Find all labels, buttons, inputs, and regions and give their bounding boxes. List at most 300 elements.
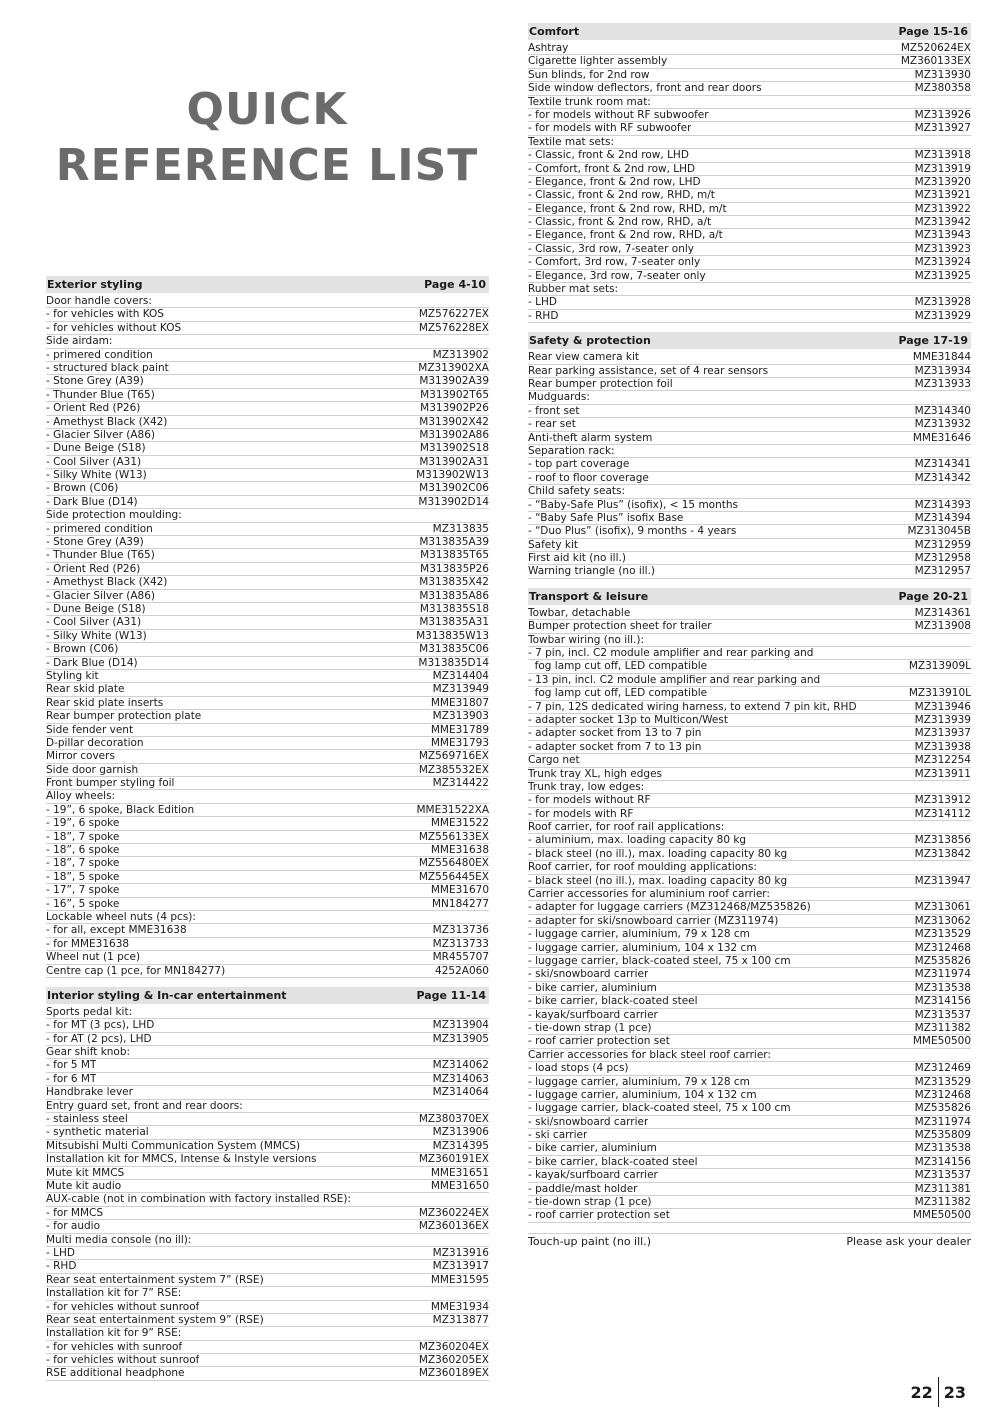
page-number-left: 22 <box>910 1382 933 1402</box>
section-pages: Page 17-19 <box>898 334 968 348</box>
list-item <box>46 1314 489 1327</box>
item-label: - for vehicles without sunroof <box>46 1300 200 1313</box>
item-part-number: MZ360191EX <box>418 1153 489 1166</box>
item-label: - Classic, front & 2nd row, RHD, m/t <box>528 189 715 202</box>
item-label: - ski/snowboard carrier <box>528 1115 649 1128</box>
item-part-number: MZ313929 <box>914 309 971 322</box>
list-item <box>46 737 489 750</box>
item-label: - “Baby Safe Plus” isofix Base <box>528 511 684 524</box>
section-transport-leisure <box>528 588 971 1223</box>
item-label: Side fender vent <box>46 723 134 736</box>
item-label: Child safety seats: <box>528 485 626 498</box>
item-label: - adapter for ski/snowboard carrier (MZ311974) <box>528 914 779 927</box>
item-label: Installation kit for 9” RSE: <box>46 1327 182 1340</box>
list-item <box>46 1153 489 1166</box>
list-item <box>528 647 971 660</box>
list-item <box>528 229 971 242</box>
item-label: - 7 pin, 12S dedicated wiring harness, to extend 7 pin kit, RHD <box>528 700 857 713</box>
list-item <box>528 1209 971 1222</box>
list-item <box>528 405 971 418</box>
item-part-number: M313835A31 <box>419 616 489 629</box>
item-label: - 13 pin, incl. C2 module amplifier and rear parking and <box>528 673 821 686</box>
item-label: - luggage carrier, aluminium, 104 x 132 cm <box>528 941 757 954</box>
item-label: - Amethyst Black (X42) <box>46 576 168 589</box>
item-part-number: MZ313877 <box>432 1313 489 1326</box>
item-part-number: MZ312254 <box>914 754 971 767</box>
item-label: - Classic, front & 2nd row, LHD <box>528 149 689 162</box>
list-item <box>46 657 489 670</box>
item-label: Door handle covers: <box>46 295 152 307</box>
footer-label: Touch-up paint (no ill.) <box>528 1234 651 1248</box>
list-item <box>528 1183 971 1196</box>
list-item <box>46 375 489 388</box>
list-item <box>528 525 971 538</box>
list-item <box>46 1126 489 1139</box>
section-header <box>46 987 489 1004</box>
section-pages: Page 20-21 <box>898 589 968 603</box>
item-part-number <box>483 1287 489 1299</box>
item-label: - top part coverage <box>528 458 630 471</box>
item-part-number: M313835D14 <box>418 656 489 669</box>
item-label: Rear bumper protection plate <box>46 710 202 723</box>
item-part-number: MZ314064 <box>432 1086 489 1099</box>
item-part-number: M313902S18 <box>419 442 489 455</box>
list-item <box>46 750 489 763</box>
list-item <box>528 1116 971 1129</box>
list-item <box>46 817 489 830</box>
item-part-number: MZ313930 <box>914 68 971 81</box>
item-label: - “Baby-Safe Plus” (isofix), < 15 months <box>528 498 738 511</box>
list-item <box>528 701 971 714</box>
list-item <box>46 402 489 415</box>
item-label: - Glacier Silver (A86) <box>46 589 155 602</box>
item-label: - rear set <box>528 418 576 431</box>
item-label: Side window deflectors, front and rear doors <box>528 82 762 95</box>
item-part-number <box>483 1046 489 1058</box>
list-item <box>528 821 971 834</box>
page-number-right: 23 <box>943 1382 966 1402</box>
item-part-number: MZ313537 <box>914 1169 971 1182</box>
item-label: Towbar wiring (no ill.): <box>528 633 645 646</box>
item-part-number: MZ313910L <box>908 687 971 700</box>
item-part-number: MZ314395 <box>432 1139 489 1152</box>
item-part-number: MZ313933 <box>914 377 971 390</box>
item-label: - ski carrier <box>528 1129 588 1142</box>
list-item <box>46 683 489 696</box>
list-item <box>528 296 971 309</box>
item-part-number: M313835A86 <box>419 589 489 602</box>
item-label: Rear parking assistance, set of 4 rear sensors <box>528 364 769 377</box>
list-item <box>528 861 971 874</box>
item-part-number: MZ313062 <box>914 914 971 927</box>
item-part-number: MZ535826 <box>914 1102 971 1115</box>
item-part-number: MZ314340 <box>914 404 971 417</box>
list-item <box>46 1046 489 1059</box>
list-item <box>528 1076 971 1089</box>
item-part-number: MN184277 <box>432 897 489 910</box>
item-label: Sun blinds, for 2nd row <box>528 68 650 81</box>
item-label: - black steel (no ill.), max. loading capacity 80 kg <box>528 847 788 860</box>
item-part-number: MZ313943 <box>914 229 971 242</box>
item-label: - Brown (C06) <box>46 482 119 495</box>
list-item <box>528 955 971 968</box>
item-label: Mute kit MMCS <box>46 1166 125 1179</box>
list-item <box>528 928 971 941</box>
item-part-number <box>483 1006 489 1018</box>
item-label: - 19”, 6 spoke, Black Edition <box>46 803 195 816</box>
list-item <box>528 55 971 68</box>
list-item <box>528 995 971 1008</box>
list-item <box>528 741 971 754</box>
item-part-number: MME31595 <box>430 1273 489 1286</box>
list-item <box>528 834 971 847</box>
list-item <box>528 149 971 162</box>
item-part-number <box>965 283 971 295</box>
item-part-number <box>965 888 971 900</box>
list-item <box>46 482 489 495</box>
item-label: - bike carrier, black-coated steel <box>528 1155 698 1168</box>
item-label: - load stops (4 pcs) <box>528 1062 629 1075</box>
section-interior-styling-in-car-entertainment <box>46 987 489 1381</box>
list-item <box>46 764 489 777</box>
list-item <box>46 857 489 870</box>
list-item <box>528 109 971 122</box>
list-item <box>46 1287 489 1300</box>
list-item <box>528 445 971 458</box>
item-part-number: MZ313921 <box>914 189 971 202</box>
item-label: Rear seat entertainment system 7” (RSE) <box>46 1273 264 1286</box>
item-part-number: MZ313911 <box>914 767 971 780</box>
item-part-number <box>965 445 971 457</box>
footer-value: Please ask your dealer <box>846 1234 971 1248</box>
item-part-number: MZ313918 <box>914 149 971 162</box>
item-label: - LHD <box>46 1246 75 1259</box>
item-label: - kayak/surfboard carrier <box>528 1008 658 1021</box>
list-item <box>46 523 489 536</box>
item-part-number: MZ535809 <box>914 1129 971 1142</box>
item-part-number: MZ576227EX <box>418 308 489 321</box>
title-line-2: REFERENCE LIST <box>55 140 479 191</box>
item-part-number: MZ313924 <box>914 256 971 269</box>
item-part-number: MZ385532EX <box>418 763 489 776</box>
item-label: - front set <box>528 404 580 417</box>
item-label: - RHD <box>528 309 559 322</box>
left-column <box>46 276 489 1390</box>
item-label: - Comfort, 3rd row, 7-seater only <box>528 256 701 269</box>
item-part-number: MZ313733 <box>432 937 489 950</box>
item-part-number: M313835C06 <box>419 643 489 656</box>
list-item <box>528 781 971 794</box>
list-item <box>528 1102 971 1115</box>
item-part-number: MME31522XA <box>416 803 489 816</box>
item-label: - synthetic material <box>46 1126 149 1139</box>
list-item <box>46 924 489 937</box>
item-label: - paddle/mast holder <box>528 1182 638 1195</box>
list-item <box>46 1260 489 1273</box>
item-part-number: MZ313842 <box>914 847 971 860</box>
list-item <box>46 1167 489 1180</box>
item-label: - Glacier Silver (A86) <box>46 428 155 441</box>
item-part-number: MME31522 <box>430 817 489 830</box>
item-part-number: MZ313934 <box>914 364 971 377</box>
item-part-number: M313835A39 <box>419 536 489 549</box>
list-item <box>528 1089 971 1102</box>
item-label: - adapter socket from 7 to 13 pin <box>528 740 702 753</box>
list-item <box>528 1049 971 1062</box>
item-part-number: M313835X42 <box>419 576 489 589</box>
list-item <box>528 512 971 525</box>
item-label: Trunk tray XL, high edges <box>528 767 663 780</box>
item-part-number: MZ313538 <box>914 981 971 994</box>
list-item <box>46 1274 489 1287</box>
item-label: Mute kit audio <box>46 1180 122 1192</box>
item-part-number: MZ556480EX <box>418 857 489 870</box>
section-pages: Page 11-14 <box>416 988 486 1002</box>
item-label: Rubber mat sets: <box>528 283 619 296</box>
item-label: - bike carrier, black-coated steel <box>528 995 698 1008</box>
item-label: - Comfort, front & 2nd row, LHD <box>528 162 696 175</box>
item-part-number: M313835S18 <box>419 602 489 615</box>
item-label: Entry guard set, front and rear doors: <box>46 1099 243 1112</box>
item-part-number: MZ556445EX <box>418 870 489 883</box>
item-part-number: M313902W13 <box>416 469 489 482</box>
item-label: Styling kit <box>46 669 99 682</box>
item-label: - Elegance, front & 2nd row, RHD, a/t <box>528 229 723 242</box>
item-part-number <box>483 295 489 307</box>
item-part-number: 4252A060 <box>435 964 489 977</box>
list-item <box>46 871 489 884</box>
list-item <box>46 1327 489 1340</box>
list-item <box>528 458 971 471</box>
section-title: Interior styling & In-car entertainment <box>47 988 287 1002</box>
list-item <box>528 1022 971 1035</box>
item-label: - Orient Red (P26) <box>46 562 141 575</box>
item-part-number: MZ314404 <box>432 669 489 682</box>
item-part-number: MZ314342 <box>914 471 971 484</box>
item-label: - for all, except MME31638 <box>46 924 187 937</box>
item-part-number: M313902A86 <box>419 428 489 441</box>
item-part-number: MZ313835 <box>432 522 489 535</box>
list-item <box>528 96 971 109</box>
list-item <box>528 391 971 404</box>
item-label: - adapter for luggage carriers (MZ312468/MZ535826) <box>528 901 811 914</box>
item-label: Textile mat sets: <box>528 135 615 148</box>
list-item <box>528 1035 971 1048</box>
list-item <box>46 335 489 348</box>
item-label: - for vehicles with KOS <box>46 308 164 321</box>
list-item <box>46 1100 489 1113</box>
item-part-number <box>965 634 971 646</box>
item-part-number: MZ360189EX <box>418 1367 489 1380</box>
title-line-1: QUICK <box>186 84 348 135</box>
list-item <box>528 310 971 323</box>
item-part-number: MZ311974 <box>914 1115 971 1128</box>
item-label: - 18”, 7 spoke <box>46 830 120 843</box>
list-item <box>528 888 971 901</box>
section-title: Safety & protection <box>529 334 651 348</box>
section-header <box>528 23 971 40</box>
item-part-number <box>965 136 971 148</box>
section-pages: Page 4-10 <box>424 278 486 291</box>
item-part-number: MZ520624EX <box>900 42 971 54</box>
list-item <box>528 1196 971 1209</box>
item-label: Handbrake lever <box>46 1086 133 1099</box>
item-label: - Thunder Blue (T65) <box>46 549 155 562</box>
item-label: Towbar, detachable <box>528 606 631 619</box>
item-label: - roof carrier protection set <box>528 1035 670 1048</box>
list-item <box>46 1073 489 1086</box>
list-item <box>528 472 971 485</box>
item-label: - Cool Silver (A31) <box>46 455 142 468</box>
item-label: - for MMCS <box>46 1206 104 1219</box>
list-item <box>46 322 489 335</box>
item-part-number: MZ313916 <box>432 1246 489 1259</box>
item-label: Rear skid plate inserts <box>46 696 164 709</box>
item-part-number: MZ314156 <box>914 995 971 1008</box>
item-label: Side door garnish <box>46 763 139 776</box>
item-label: Side airdam: <box>46 335 113 348</box>
item-label: Textile trunk room mat: <box>528 95 651 108</box>
item-part-number: MZ313920 <box>914 175 971 188</box>
item-part-number: MZ312957 <box>914 565 971 578</box>
item-part-number: MME31807 <box>430 696 489 709</box>
item-label: - Amethyst Black (X42) <box>46 415 168 428</box>
item-part-number: M313902A39 <box>419 375 489 388</box>
list-item <box>528 283 971 296</box>
list-item <box>528 163 971 176</box>
list-item <box>528 848 971 861</box>
list-item <box>46 697 489 710</box>
item-label: - LHD <box>528 296 557 309</box>
item-label: Rear view camera kit <box>528 351 639 364</box>
list-item <box>46 1019 489 1032</box>
item-label: - Brown (C06) <box>46 643 119 656</box>
item-part-number: MME31646 <box>912 431 971 444</box>
list-item <box>46 362 489 375</box>
list-item <box>46 643 489 656</box>
item-part-number: MZ313922 <box>914 202 971 215</box>
list-item <box>46 630 489 643</box>
list-item <box>528 634 971 647</box>
item-label: - Dark Blue (D14) <box>46 656 138 669</box>
section-title: Exterior styling <box>47 278 143 291</box>
item-label: - Classic, front & 2nd row, RHD, a/t <box>528 216 712 229</box>
item-label: - 7 pin, incl. C2 module amplifier and rear parking and <box>528 647 814 660</box>
item-part-number: MZ311381 <box>914 1182 971 1195</box>
list-item <box>46 831 489 844</box>
item-part-number: MZ313906 <box>432 1126 489 1139</box>
item-label: - for vehicles without sunroof <box>46 1354 200 1367</box>
item-label: - Stone Grey (A39) <box>46 375 144 388</box>
item-part-number: MZ313932 <box>914 418 971 431</box>
item-part-number <box>483 1234 489 1246</box>
item-part-number: MME50500 <box>912 1035 971 1048</box>
item-part-number: MZ313939 <box>914 713 971 726</box>
list-item <box>528 1009 971 1022</box>
item-label: - primered condition <box>46 348 153 361</box>
item-label: Roof carrier, for roof rail applications: <box>528 821 725 834</box>
list-item <box>46 536 489 549</box>
item-label: - for models without RF subwoofer <box>528 108 709 121</box>
list-item <box>46 1220 489 1233</box>
item-label: Installation kit for 7” RSE: <box>46 1287 182 1300</box>
item-label: - 18”, 7 spoke <box>46 857 120 870</box>
item-part-number: MZ314394 <box>914 511 971 524</box>
list-item <box>46 349 489 362</box>
item-part-number: MZ314112 <box>914 807 971 820</box>
item-part-number: MZ313045B <box>907 525 971 538</box>
item-part-number: MZ313538 <box>914 1142 971 1155</box>
list-item <box>46 1354 489 1367</box>
item-label: - Elegance, front & 2nd row, RHD, m/t <box>528 202 727 215</box>
page-numbers <box>910 1377 966 1407</box>
list-item <box>528 794 971 807</box>
item-part-number: MZ314341 <box>914 458 971 471</box>
list-item <box>528 982 971 995</box>
item-part-number: MZ313942 <box>914 216 971 229</box>
item-part-number: MZ360133EX <box>900 55 971 68</box>
item-part-number: MZ314422 <box>432 777 489 790</box>
list-item <box>528 1156 971 1169</box>
item-label: Separation rack: <box>528 444 615 457</box>
item-label: - for models without RF <box>528 794 651 807</box>
item-part-number: MME31934 <box>430 1300 489 1313</box>
right-column <box>528 23 971 1250</box>
item-label: Installation kit for MMCS, Intense & Instyle versions <box>46 1153 317 1166</box>
item-label: Mudguards: <box>528 391 590 404</box>
list-item <box>46 616 489 629</box>
item-part-number: MZ556133EX <box>418 830 489 843</box>
item-part-number <box>965 821 971 833</box>
list-item <box>528 915 971 928</box>
list-item <box>46 549 489 562</box>
list-item <box>528 1062 971 1075</box>
list-item <box>46 1113 489 1126</box>
list-item <box>528 1142 971 1155</box>
item-part-number: MZ312468 <box>914 1088 971 1101</box>
item-label: - for models with RF <box>528 807 634 820</box>
item-label: - Classic, 3rd row, 7-seater only <box>528 242 694 255</box>
item-label: - Silky White (W13) <box>46 469 147 482</box>
item-part-number: MZ313908 <box>914 620 971 633</box>
item-part-number: MZ314361 <box>914 606 971 619</box>
item-label: - luggage carrier, aluminium, 79 x 128 cm <box>528 1075 750 1088</box>
item-part-number: MZ313905 <box>432 1032 489 1045</box>
item-label: - Elegance, front & 2nd row, LHD <box>528 175 701 188</box>
list-item <box>46 1086 489 1099</box>
item-part-number <box>483 790 489 802</box>
list-item <box>528 968 971 981</box>
list-item <box>46 576 489 589</box>
list-item <box>46 1234 489 1247</box>
item-part-number: MZ312468 <box>914 941 971 954</box>
item-label: - stainless steel <box>46 1113 128 1126</box>
item-part-number: MZ312959 <box>914 538 971 551</box>
list-item <box>528 42 971 55</box>
item-label: - for AT (2 pcs), LHD <box>46 1032 152 1045</box>
item-label: - luggage carrier, black-coated steel, 75 x 100 cm <box>528 955 791 967</box>
item-label: Ashtray <box>528 42 569 54</box>
list-item <box>46 1301 489 1314</box>
list-item <box>46 603 489 616</box>
item-part-number: MZ313917 <box>432 1260 489 1273</box>
item-label: - roof to floor coverage <box>528 471 649 484</box>
list-item <box>528 256 971 269</box>
item-part-number <box>965 391 971 403</box>
list-item <box>46 844 489 857</box>
section-exterior-styling <box>46 276 489 978</box>
item-label: Alloy wheels: <box>46 790 116 803</box>
